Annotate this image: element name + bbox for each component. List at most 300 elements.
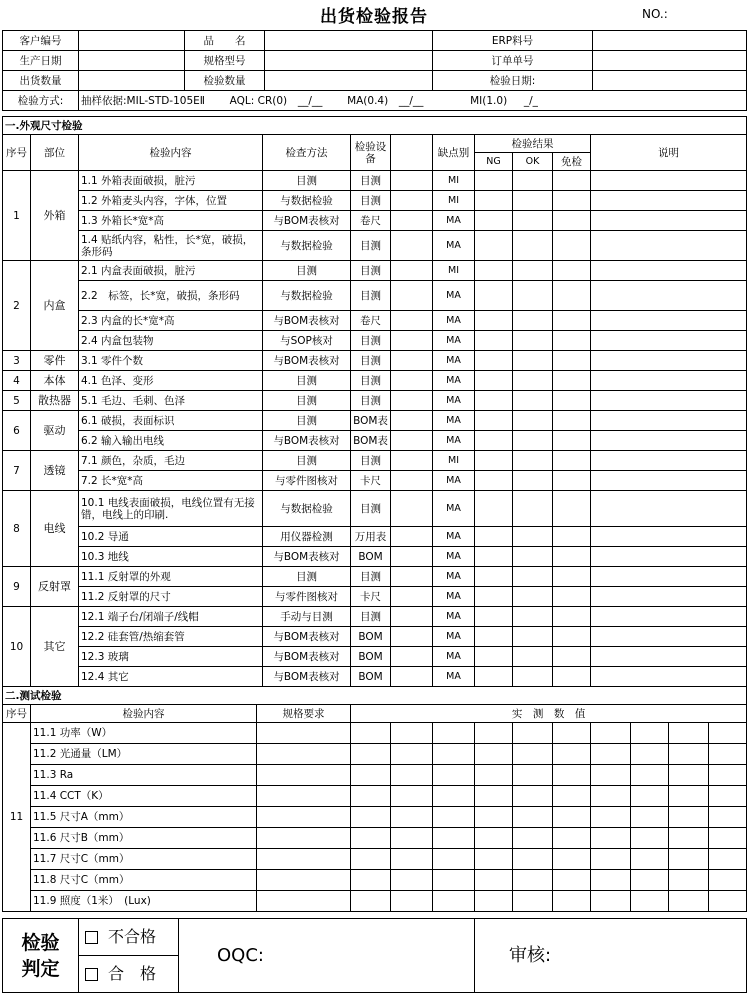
test-item: 11.4 CCT（K）: [31, 786, 257, 807]
row-content: 2.4 内盒包装物: [79, 331, 263, 351]
row-ng[interactable]: [475, 547, 513, 567]
row-exempt[interactable]: [553, 281, 591, 311]
row-content: 3.1 零件个数: [79, 351, 263, 371]
row-equip: 万用表: [351, 527, 391, 547]
measured-value[interactable]: [475, 891, 513, 912]
row-exempt[interactable]: [553, 547, 591, 567]
row-content: 1.4 贴纸内容，粘性，长*宽，破损，条形码: [79, 231, 263, 261]
measured-value[interactable]: [591, 870, 631, 891]
test-spec[interactable]: [257, 870, 351, 891]
measured-value[interactable]: [553, 744, 591, 765]
inspection-row: [3, 527, 747, 547]
measured-value[interactable]: [553, 828, 591, 849]
measured-value[interactable]: [591, 744, 631, 765]
inspection-row: [3, 667, 747, 687]
measured-value[interactable]: [631, 870, 669, 891]
row-method: 与数据检验: [263, 231, 351, 261]
test-row: [3, 744, 747, 765]
row-exempt[interactable]: [553, 171, 591, 191]
row-ng[interactable]: [475, 351, 513, 371]
measured-value[interactable]: [351, 723, 391, 744]
measured-value[interactable]: [475, 723, 513, 744]
row-ng[interactable]: [475, 607, 513, 627]
row-ok[interactable]: [513, 491, 553, 527]
row-exempt[interactable]: [553, 211, 591, 231]
measured-value[interactable]: [351, 828, 391, 849]
row-note[interactable]: [591, 527, 747, 547]
row-ng[interactable]: [475, 391, 513, 411]
measured-value[interactable]: [513, 891, 553, 912]
measured-value[interactable]: [669, 765, 709, 786]
row-ok[interactable]: [513, 627, 553, 647]
measured-value[interactable]: [391, 786, 433, 807]
measured-value[interactable]: [553, 723, 591, 744]
measured-value[interactable]: [553, 786, 591, 807]
measured-value[interactable]: [709, 870, 747, 891]
measured-value[interactable]: [553, 891, 591, 912]
inspection-row: [3, 411, 747, 431]
test-spec[interactable]: [257, 723, 351, 744]
row-defect: MA: [433, 567, 475, 587]
measured-value[interactable]: [709, 723, 747, 744]
row-ok[interactable]: [513, 587, 553, 607]
test-row: [3, 807, 747, 828]
measured-value[interactable]: [513, 828, 553, 849]
row-ng[interactable]: [475, 567, 513, 587]
measured-value[interactable]: [391, 891, 433, 912]
measured-value[interactable]: [669, 744, 709, 765]
inspection-row: [3, 191, 747, 211]
measured-value[interactable]: [351, 891, 391, 912]
row-note[interactable]: [591, 411, 747, 431]
row-ng[interactable]: [475, 471, 513, 491]
measured-value[interactable]: [631, 744, 669, 765]
inspection-row: [3, 231, 747, 261]
test-seq: 11: [3, 723, 31, 912]
row-ok[interactable]: [513, 191, 553, 211]
row-blank: [391, 171, 433, 191]
measured-value[interactable]: [513, 849, 553, 870]
row-exempt[interactable]: [553, 231, 591, 261]
aql-ma: MA(0.4): [347, 94, 389, 107]
inspection-row: [3, 171, 747, 191]
row-note[interactable]: [591, 667, 747, 687]
inspect-qty-field[interactable]: [265, 71, 433, 91]
row-ok[interactable]: [513, 607, 553, 627]
row-exempt[interactable]: [553, 391, 591, 411]
row-note[interactable]: [591, 311, 747, 331]
row-blank: [391, 391, 433, 411]
row-exempt[interactable]: [553, 527, 591, 547]
row-ng[interactable]: [475, 627, 513, 647]
row-ng[interactable]: [475, 451, 513, 471]
row-exempt[interactable]: [553, 411, 591, 431]
row-exempt[interactable]: [553, 351, 591, 371]
row-ok[interactable]: [513, 371, 553, 391]
row-method: 与数据检验: [263, 281, 351, 311]
report-number-label: NO.:: [642, 7, 668, 21]
measured-value[interactable]: [433, 828, 475, 849]
row-ok[interactable]: [513, 527, 553, 547]
aql-mi-blank[interactable]: _/_: [523, 94, 538, 107]
row-ok[interactable]: [513, 311, 553, 331]
col-equip: 检验设备: [351, 135, 391, 171]
row-note[interactable]: [591, 371, 747, 391]
row-ng[interactable]: [475, 491, 513, 527]
col-note: 说明: [591, 135, 747, 171]
measured-value[interactable]: [669, 891, 709, 912]
measured-value[interactable]: [513, 870, 553, 891]
measured-value[interactable]: [475, 765, 513, 786]
test-item: 11.5 尺寸A（mm）: [31, 807, 257, 828]
test-spec[interactable]: [257, 807, 351, 828]
row-blank: [391, 667, 433, 687]
row-note[interactable]: [591, 587, 747, 607]
prod-date-field[interactable]: [79, 51, 185, 71]
row-ng[interactable]: [475, 171, 513, 191]
row-method: 与BOM表核对: [263, 211, 351, 231]
row-method: 与零件图核对: [263, 471, 351, 491]
measured-value[interactable]: [631, 765, 669, 786]
row-note[interactable]: [591, 491, 747, 527]
row-exempt[interactable]: [553, 587, 591, 607]
row-ng[interactable]: [475, 527, 513, 547]
fail-option[interactable]: [79, 919, 179, 956]
row-note[interactable]: [591, 171, 747, 191]
customer-no-label: 客户编号: [3, 31, 79, 51]
inspection-row: [3, 547, 747, 567]
measured-value[interactable]: [709, 807, 747, 828]
row-defect: MA: [433, 281, 475, 311]
measured-value[interactable]: [433, 723, 475, 744]
row-equip: 卷尺: [351, 211, 391, 231]
pass-option[interactable]: [79, 956, 179, 993]
row-note[interactable]: [591, 191, 747, 211]
row-ok[interactable]: [513, 567, 553, 587]
col-ng: NG: [475, 153, 513, 171]
row-blank: [391, 411, 433, 431]
measured-value[interactable]: [631, 891, 669, 912]
measured-value[interactable]: [513, 744, 553, 765]
test-spec[interactable]: [257, 849, 351, 870]
ship-qty-field[interactable]: [79, 71, 185, 91]
spec-model-field[interactable]: [265, 51, 433, 71]
measured-value[interactable]: [553, 849, 591, 870]
col-ok: OK: [513, 153, 553, 171]
test-spec[interactable]: [257, 765, 351, 786]
measured-value[interactable]: [669, 723, 709, 744]
row-defect: MI: [433, 261, 475, 281]
measured-value[interactable]: [391, 744, 433, 765]
row-equip: 目测: [351, 171, 391, 191]
row-ok[interactable]: [513, 667, 553, 687]
measured-value[interactable]: [709, 849, 747, 870]
measured-value[interactable]: [631, 786, 669, 807]
measured-value[interactable]: [709, 891, 747, 912]
review-label: 审核:: [509, 944, 552, 966]
row-method: 目测: [263, 567, 351, 587]
row-method: 用仪器检测: [263, 527, 351, 547]
measured-value[interactable]: [513, 786, 553, 807]
row-equip: 目测: [351, 191, 391, 211]
row-blank: [391, 331, 433, 351]
row-ok[interactable]: [513, 331, 553, 351]
row-note[interactable]: [591, 627, 747, 647]
row-note[interactable]: [591, 261, 747, 281]
row-exempt[interactable]: [553, 647, 591, 667]
order-no-field[interactable]: [593, 51, 747, 71]
row-ok[interactable]: [513, 451, 553, 471]
row-part: 散热器: [31, 391, 79, 411]
measured-value[interactable]: [513, 765, 553, 786]
measured-value[interactable]: [709, 765, 747, 786]
row-exempt[interactable]: [553, 331, 591, 351]
inspection-row: [3, 331, 747, 351]
row-defect: MA: [433, 471, 475, 491]
measured-value[interactable]: [669, 870, 709, 891]
measured-value[interactable]: [391, 870, 433, 891]
test-spec[interactable]: [257, 786, 351, 807]
measured-value[interactable]: [709, 828, 747, 849]
inspect-qty-label: 检验数量: [185, 71, 265, 91]
oqc-label: OQC:: [217, 944, 264, 966]
row-note[interactable]: [591, 231, 747, 261]
test-spec[interactable]: [257, 891, 351, 912]
row-exempt[interactable]: [553, 191, 591, 211]
row-equip: 目测: [351, 261, 391, 281]
product-name-field[interactable]: [265, 31, 433, 51]
measured-value[interactable]: [475, 849, 513, 870]
measured-value[interactable]: [513, 723, 553, 744]
row-defect: MA: [433, 527, 475, 547]
row-ok[interactable]: [513, 431, 553, 451]
measured-value[interactable]: [591, 765, 631, 786]
row-note[interactable]: [591, 547, 747, 567]
measured-value[interactable]: [553, 870, 591, 891]
row-ng[interactable]: [475, 431, 513, 451]
measured-value[interactable]: [391, 723, 433, 744]
row-ok[interactable]: [513, 471, 553, 491]
measured-value[interactable]: [591, 828, 631, 849]
row-blank: [391, 231, 433, 261]
measured-value[interactable]: [591, 807, 631, 828]
row-ng[interactable]: [475, 281, 513, 311]
inspection-row: [3, 607, 747, 627]
measured-value[interactable]: [591, 786, 631, 807]
measured-value[interactable]: [669, 786, 709, 807]
row-exempt[interactable]: [553, 607, 591, 627]
product-name-label: 品 名: [185, 31, 265, 51]
measured-value[interactable]: [351, 765, 391, 786]
measured-value[interactable]: [631, 849, 669, 870]
measured-value[interactable]: [475, 807, 513, 828]
row-note[interactable]: [591, 281, 747, 311]
row-note[interactable]: [591, 211, 747, 231]
row-defect: MA: [433, 231, 475, 261]
row-blank: [391, 261, 433, 281]
measured-value[interactable]: [709, 744, 747, 765]
measured-value[interactable]: [513, 807, 553, 828]
row-ng[interactable]: [475, 371, 513, 391]
row-content: 2.3 内盒的长*宽*高: [79, 311, 263, 331]
row-exempt[interactable]: [553, 491, 591, 527]
measured-value[interactable]: [475, 828, 513, 849]
measured-value[interactable]: [631, 723, 669, 744]
row-ok[interactable]: [513, 647, 553, 667]
measured-value[interactable]: [351, 744, 391, 765]
row-seq: 2: [3, 261, 31, 351]
row-ok[interactable]: [513, 211, 553, 231]
row-content: 1.3 外箱长*宽*高: [79, 211, 263, 231]
row-content: 10.2 导通: [79, 527, 263, 547]
row-note[interactable]: [591, 331, 747, 351]
measured-value[interactable]: [433, 765, 475, 786]
row-note[interactable]: [591, 471, 747, 491]
row-equip: BOM表: [351, 411, 391, 431]
row-content: 12.3 玻璃: [79, 647, 263, 667]
row-exempt[interactable]: [553, 261, 591, 281]
row-seq: 1: [3, 171, 31, 261]
row-exempt[interactable]: [553, 371, 591, 391]
measured-value[interactable]: [391, 807, 433, 828]
row-ok[interactable]: [513, 281, 553, 311]
aql-ma-blank[interactable]: __/__: [398, 94, 424, 107]
col-method: 检查方法: [263, 135, 351, 171]
measured-value[interactable]: [631, 807, 669, 828]
row-ok[interactable]: [513, 261, 553, 281]
row-blank: [391, 451, 433, 471]
measured-value[interactable]: [391, 828, 433, 849]
measured-value[interactable]: [433, 807, 475, 828]
row-ng[interactable]: [475, 231, 513, 261]
row-ng[interactable]: [475, 667, 513, 687]
row-note[interactable]: [591, 431, 747, 451]
row-method: 与数据检验: [263, 191, 351, 211]
customer-no-field[interactable]: [79, 31, 185, 51]
measured-value[interactable]: [433, 849, 475, 870]
row-ng[interactable]: [475, 331, 513, 351]
row-ng[interactable]: [475, 411, 513, 431]
row-exempt[interactable]: [553, 471, 591, 491]
order-no-label: 订单单号: [433, 51, 593, 71]
measured-value[interactable]: [351, 786, 391, 807]
row-ok[interactable]: [513, 391, 553, 411]
measured-value[interactable]: [475, 744, 513, 765]
row-content: 11.1 反射罩的外观: [79, 567, 263, 587]
measured-value[interactable]: [669, 849, 709, 870]
row-defect: MA: [433, 667, 475, 687]
row-method: 目测: [263, 171, 351, 191]
measured-value[interactable]: [433, 891, 475, 912]
measured-value[interactable]: [591, 849, 631, 870]
row-note[interactable]: [591, 391, 747, 411]
row-seq: 10: [3, 607, 31, 687]
row-defect: MA: [433, 331, 475, 351]
row-note[interactable]: [591, 647, 747, 667]
pass-label: 合 格: [108, 963, 157, 983]
measured-value[interactable]: [391, 765, 433, 786]
row-note[interactable]: [591, 351, 747, 371]
aql-cr-blank[interactable]: __/__: [297, 94, 323, 107]
col-exempt: 免检: [553, 153, 591, 171]
row-content: 12.4 其它: [79, 667, 263, 687]
measured-value[interactable]: [475, 786, 513, 807]
row-exempt[interactable]: [553, 311, 591, 331]
row-exempt[interactable]: [553, 567, 591, 587]
row-exempt[interactable]: [553, 431, 591, 451]
row-exempt[interactable]: [553, 627, 591, 647]
row-exempt[interactable]: [553, 451, 591, 471]
row-note[interactable]: [591, 607, 747, 627]
measured-value[interactable]: [433, 786, 475, 807]
info-table: [2, 30, 747, 111]
row-ng[interactable]: [475, 191, 513, 211]
row-blank: [391, 191, 433, 211]
col-part: 部位: [31, 135, 79, 171]
measured-value[interactable]: [351, 849, 391, 870]
measured-value[interactable]: [475, 870, 513, 891]
measured-value[interactable]: [553, 765, 591, 786]
test-spec[interactable]: [257, 828, 351, 849]
inspect-date-field[interactable]: [593, 71, 747, 91]
test-item: 11.6 尺寸B（mm）: [31, 828, 257, 849]
measured-value[interactable]: [351, 870, 391, 891]
row-note[interactable]: [591, 567, 747, 587]
row-method: 与数据检验: [263, 491, 351, 527]
row-defect: MA: [433, 607, 475, 627]
measured-value[interactable]: [553, 807, 591, 828]
col2-spec: 规格要求: [257, 705, 351, 723]
row-note[interactable]: [591, 451, 747, 471]
measured-value[interactable]: [351, 807, 391, 828]
pass-checkbox[interactable]: [85, 968, 98, 981]
measured-value[interactable]: [669, 807, 709, 828]
test-row: [3, 828, 747, 849]
test-item: 11.7 尺寸C（mm）: [31, 849, 257, 870]
sampling-line: [79, 91, 747, 111]
row-ng[interactable]: [475, 211, 513, 231]
measured-value[interactable]: [709, 786, 747, 807]
measured-value[interactable]: [591, 723, 631, 744]
row-ng[interactable]: [475, 647, 513, 667]
row-defect: MI: [433, 171, 475, 191]
row-ok[interactable]: [513, 171, 553, 191]
row-content: 1.2 外箱麦头内容，字体，位置: [79, 191, 263, 211]
row-part: 内盒: [31, 261, 79, 351]
erp-no-field[interactable]: [593, 31, 747, 51]
col2-content: 检验内容: [31, 705, 257, 723]
row-part: 透镜: [31, 451, 79, 491]
prod-date-label: 生产日期: [3, 51, 79, 71]
measured-value[interactable]: [591, 891, 631, 912]
row-defect: MI: [433, 451, 475, 471]
measured-value[interactable]: [631, 828, 669, 849]
row-ok[interactable]: [513, 231, 553, 261]
test-spec[interactable]: [257, 744, 351, 765]
row-ok[interactable]: [513, 547, 553, 567]
row-ok[interactable]: [513, 351, 553, 371]
fail-checkbox[interactable]: [85, 931, 98, 944]
row-ng[interactable]: [475, 261, 513, 281]
row-ng[interactable]: [475, 587, 513, 607]
measured-value[interactable]: [433, 744, 475, 765]
measured-value[interactable]: [391, 849, 433, 870]
row-ng[interactable]: [475, 311, 513, 331]
measured-value[interactable]: [433, 870, 475, 891]
row-exempt[interactable]: [553, 667, 591, 687]
row-ok[interactable]: [513, 411, 553, 431]
measured-value[interactable]: [669, 828, 709, 849]
